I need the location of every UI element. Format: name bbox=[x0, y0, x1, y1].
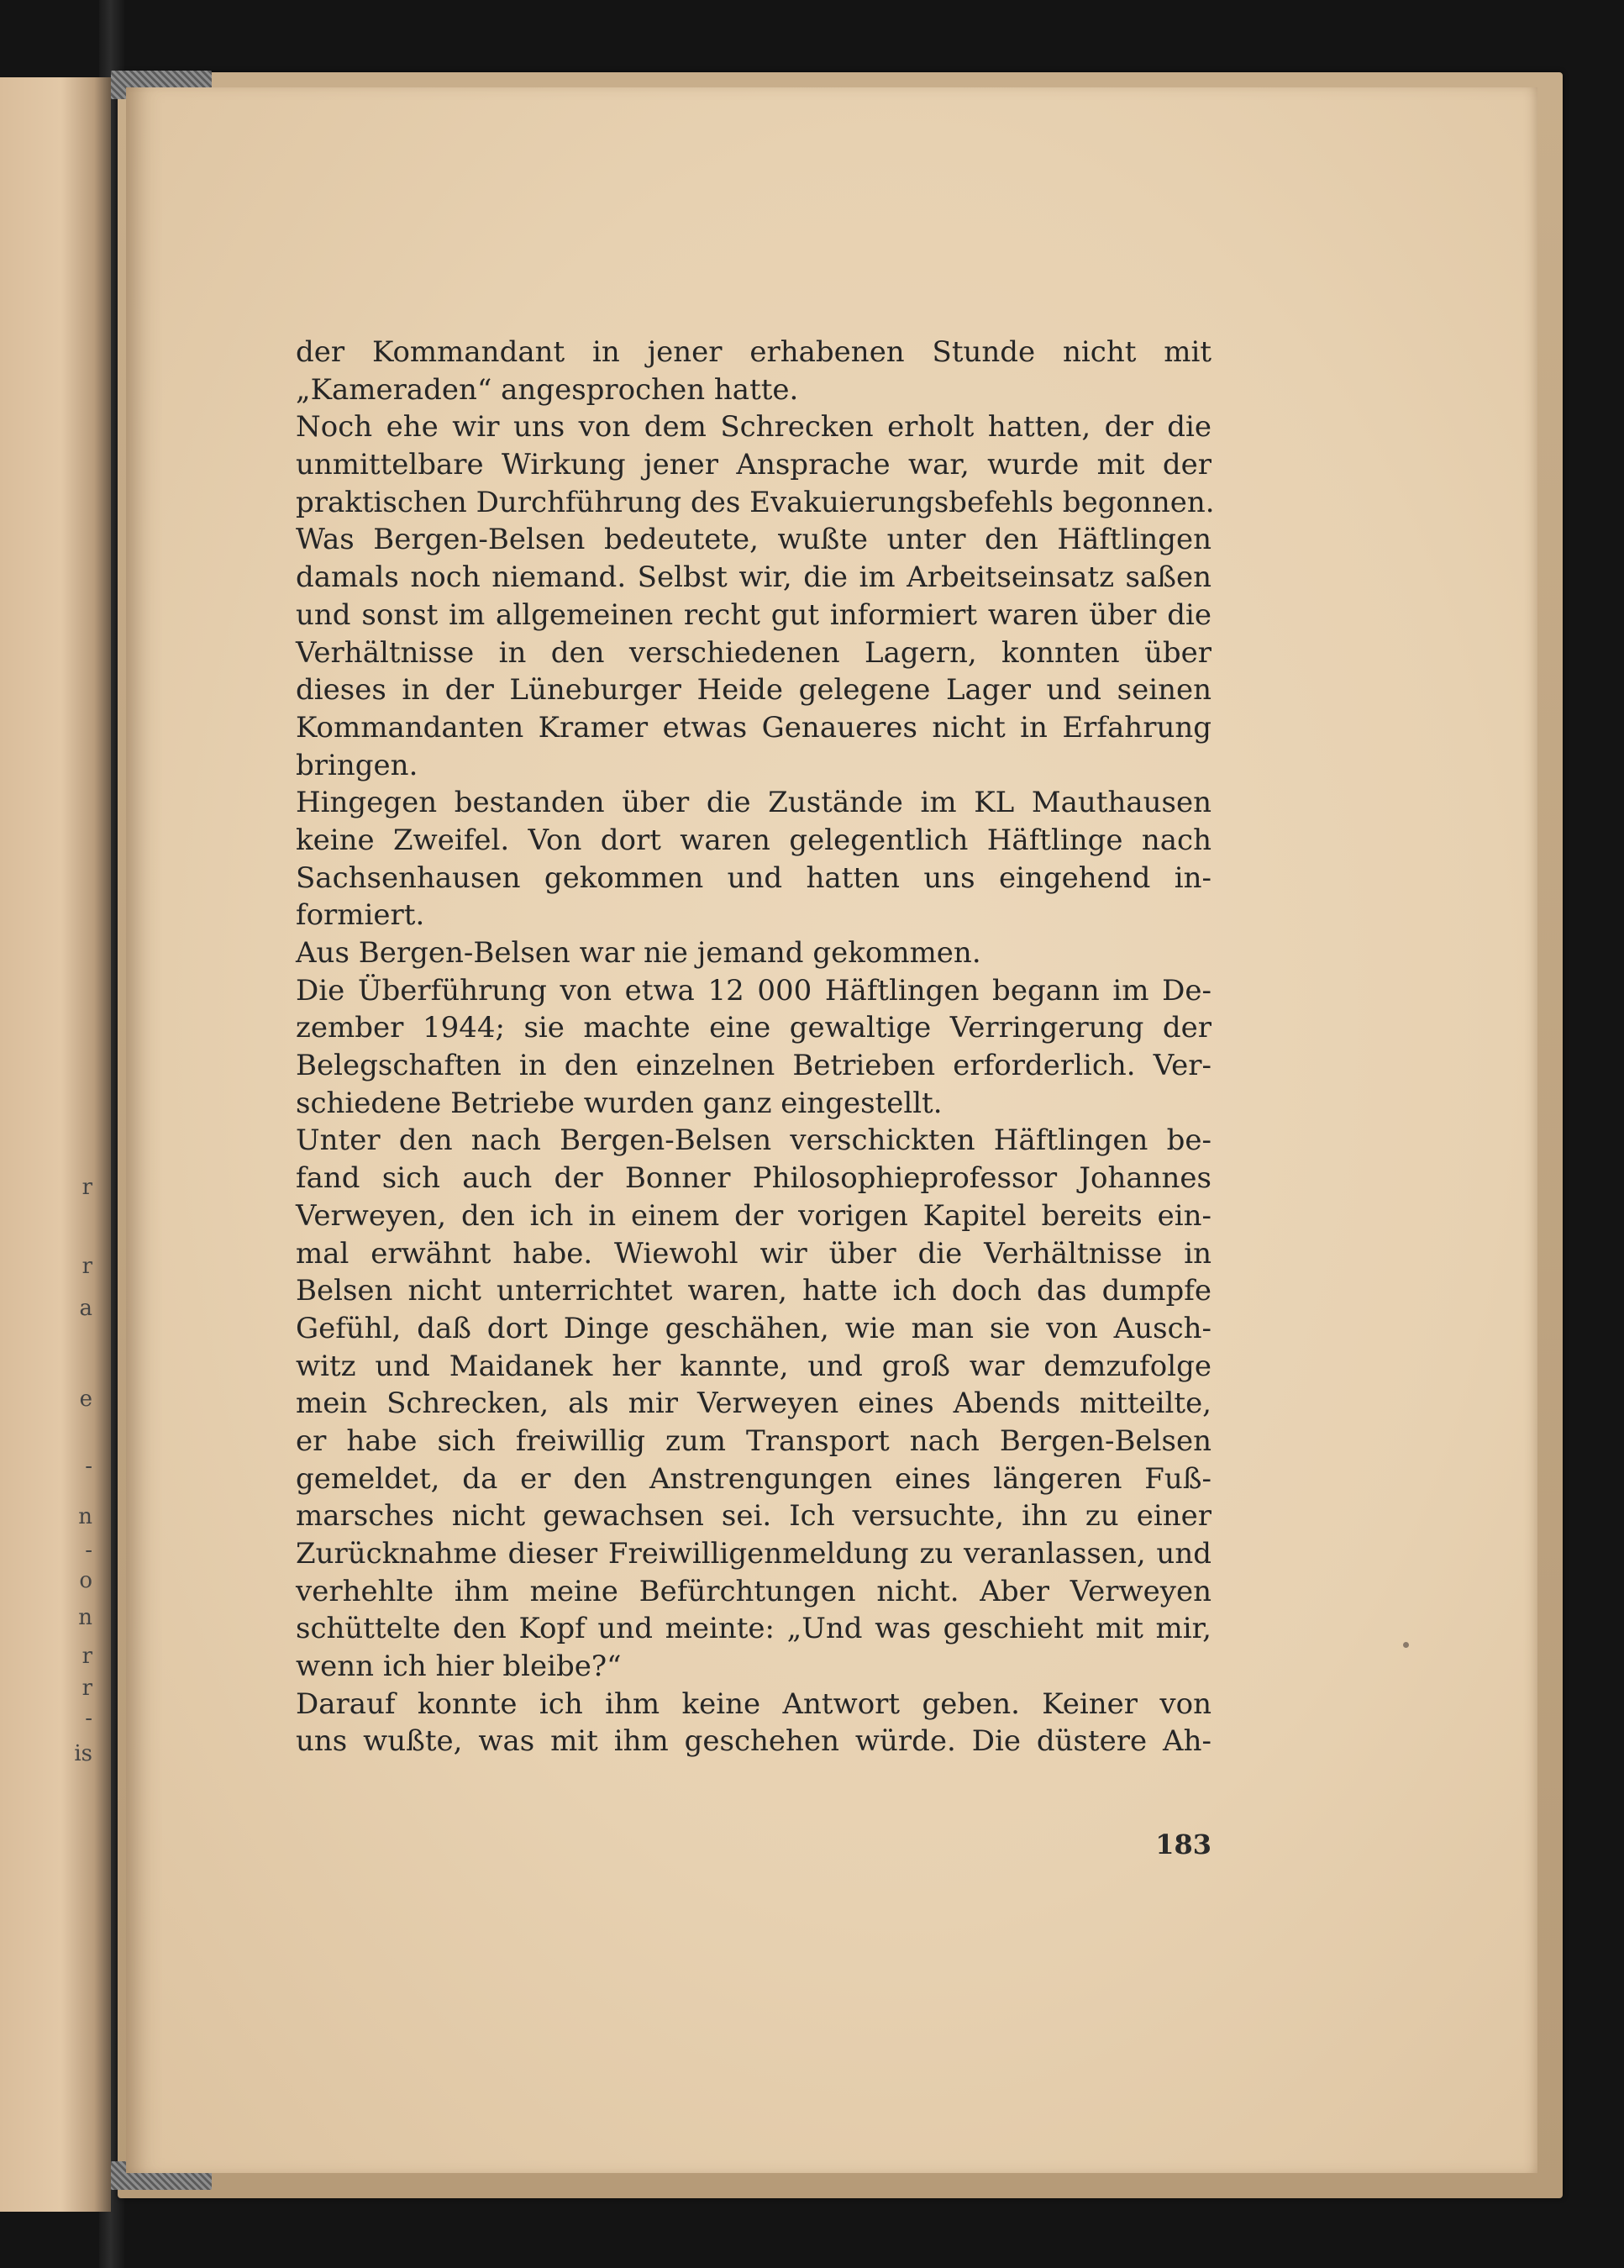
left-page-fragment: n bbox=[78, 1605, 92, 1630]
text-line: Noch ehe wir uns von dem Schrecken erholt hatten, der die bbox=[296, 410, 1211, 445]
text-line: „Kameraden“ angesprochen hatte. bbox=[296, 372, 799, 407]
text-line: verhehlte ihm meine Befürchtungen nicht. Aber Verweyen bbox=[296, 1574, 1211, 1608]
left-page-fragment: e bbox=[79, 1387, 92, 1412]
text-line: dieses in der Lüneburger Heide gelegene Lager und seinen bbox=[296, 673, 1211, 708]
text-line: damals noch niemand. Selbst wir, die im Arbeitseinsatz saßen bbox=[296, 560, 1211, 595]
left-facing-page bbox=[0, 77, 111, 2212]
text-line: Unter den nach Bergen-Belsen verschickten Häftlingen be- bbox=[296, 1123, 1211, 1158]
text-line: er habe sich freiwillig zum Transport nach Bergen-Belsen bbox=[296, 1423, 1211, 1458]
text-line: formiert. bbox=[296, 898, 425, 933]
text-line: Verhältnisse in den verschiedenen Lagern, konnten über bbox=[296, 635, 1211, 670]
text-line: gemeldet, da er den Anstrengungen eines längeren Fuß- bbox=[296, 1461, 1211, 1496]
text-line: zember 1944; sie machte eine gewaltige Verringerung der bbox=[296, 1011, 1211, 1045]
text-line: mal erwähnt habe. Wiewohl wir über die Verhältnisse in bbox=[296, 1236, 1211, 1271]
book-page bbox=[126, 87, 1537, 2173]
left-page-fragment: r bbox=[81, 1254, 92, 1279]
text-line: unmittelbare Wirkung jener Ansprache war, wurde mit der bbox=[296, 448, 1211, 482]
text-line: keine Zweifel. Von dort waren gelegentlich Häftlinge nach bbox=[296, 823, 1211, 857]
text-line: praktischen Durchführung des Evakuierungsbefehls begonnen. bbox=[296, 485, 1215, 519]
text-line: Belsen nicht unterrichtet waren, hatte ich doch das dumpfe bbox=[296, 1274, 1211, 1308]
text-line: schüttelte den Kopf und meinte: „Und was geschieht mit mir, bbox=[296, 1612, 1211, 1646]
left-page-fragment: o bbox=[79, 1568, 92, 1593]
text-line: Verweyen, den ich in einem der vorigen Kapitel bereits ein- bbox=[296, 1198, 1211, 1233]
text-line: bringen. bbox=[296, 748, 418, 782]
text-line: wenn ich hier bleibe?“ bbox=[296, 1650, 622, 1684]
text-line: Belegschaften in den einzelnen Betrieben erforderlich. Ver- bbox=[296, 1049, 1211, 1083]
left-page-fragment: r bbox=[81, 1175, 92, 1200]
text-line: Kommandanten Kramer etwas Genaueres nicht in Erfahrung bbox=[296, 710, 1211, 745]
left-page-fragment: - bbox=[85, 1454, 92, 1479]
text-line: fand sich auch der Bonner Philosophieprofessor Johannes bbox=[296, 1161, 1211, 1196]
page-number: 183 bbox=[1155, 1829, 1211, 1860]
text-line: schiedene Betriebe wurden ganz eingestellt. bbox=[296, 1086, 943, 1120]
left-page-fragment: - bbox=[85, 1706, 92, 1731]
left-page-fragment: a bbox=[79, 1296, 92, 1321]
text-line: uns wußte, was mit ihm geschehen würde. Die düstere Ah- bbox=[296, 1724, 1211, 1759]
text-line: mein Schrecken, als mir Verweyen eines Abends mitteilte, bbox=[296, 1387, 1211, 1421]
text-line: Was Bergen-Belsen bedeutete, wußte unter den Häftlingen bbox=[296, 523, 1211, 557]
left-page-fragment: r bbox=[81, 1644, 92, 1669]
text-line: witz und Maidanek her kannte, und groß war demzufolge bbox=[296, 1349, 1211, 1383]
body-text bbox=[296, 334, 1215, 1760]
text-line: Aus Bergen-Belsen war nie jemand gekommen. bbox=[296, 936, 981, 970]
text-line: marsches nicht gewachsen sei. Ich versuchte, ihn zu einer bbox=[296, 1499, 1211, 1534]
text-line: Sachsenhausen gekommen und hatten uns eingehend in- bbox=[296, 860, 1211, 895]
left-page-fragment: is bbox=[74, 1741, 92, 1766]
text-line: Gefühl, daß dort Dinge geschähen, wie man sie von Ausch- bbox=[296, 1311, 1211, 1345]
left-page-fragment: n bbox=[78, 1504, 92, 1529]
text-line: Die Überführung von etwa 12 000 Häftlingen begann im De- bbox=[296, 973, 1211, 1008]
text-line: der Kommandant in jener erhabenen Stunde nicht mit bbox=[296, 335, 1211, 369]
left-page-fragment: - bbox=[85, 1538, 92, 1563]
text-line: Zurücknahme dieser Freiwilligenmeldung zu veranlassen, und bbox=[296, 1537, 1211, 1571]
text-line: und sonst im allgemeinen recht gut informiert waren über die bbox=[296, 597, 1211, 632]
left-page-fragment: r bbox=[81, 1676, 92, 1701]
text-line: Darauf konnte ich ihm keine Antwort geben. Keiner von bbox=[296, 1687, 1211, 1721]
text-line: Hingegen bestanden über die Zustände im KL Mauthausen bbox=[296, 786, 1211, 820]
paper-speck bbox=[1403, 1642, 1409, 1648]
